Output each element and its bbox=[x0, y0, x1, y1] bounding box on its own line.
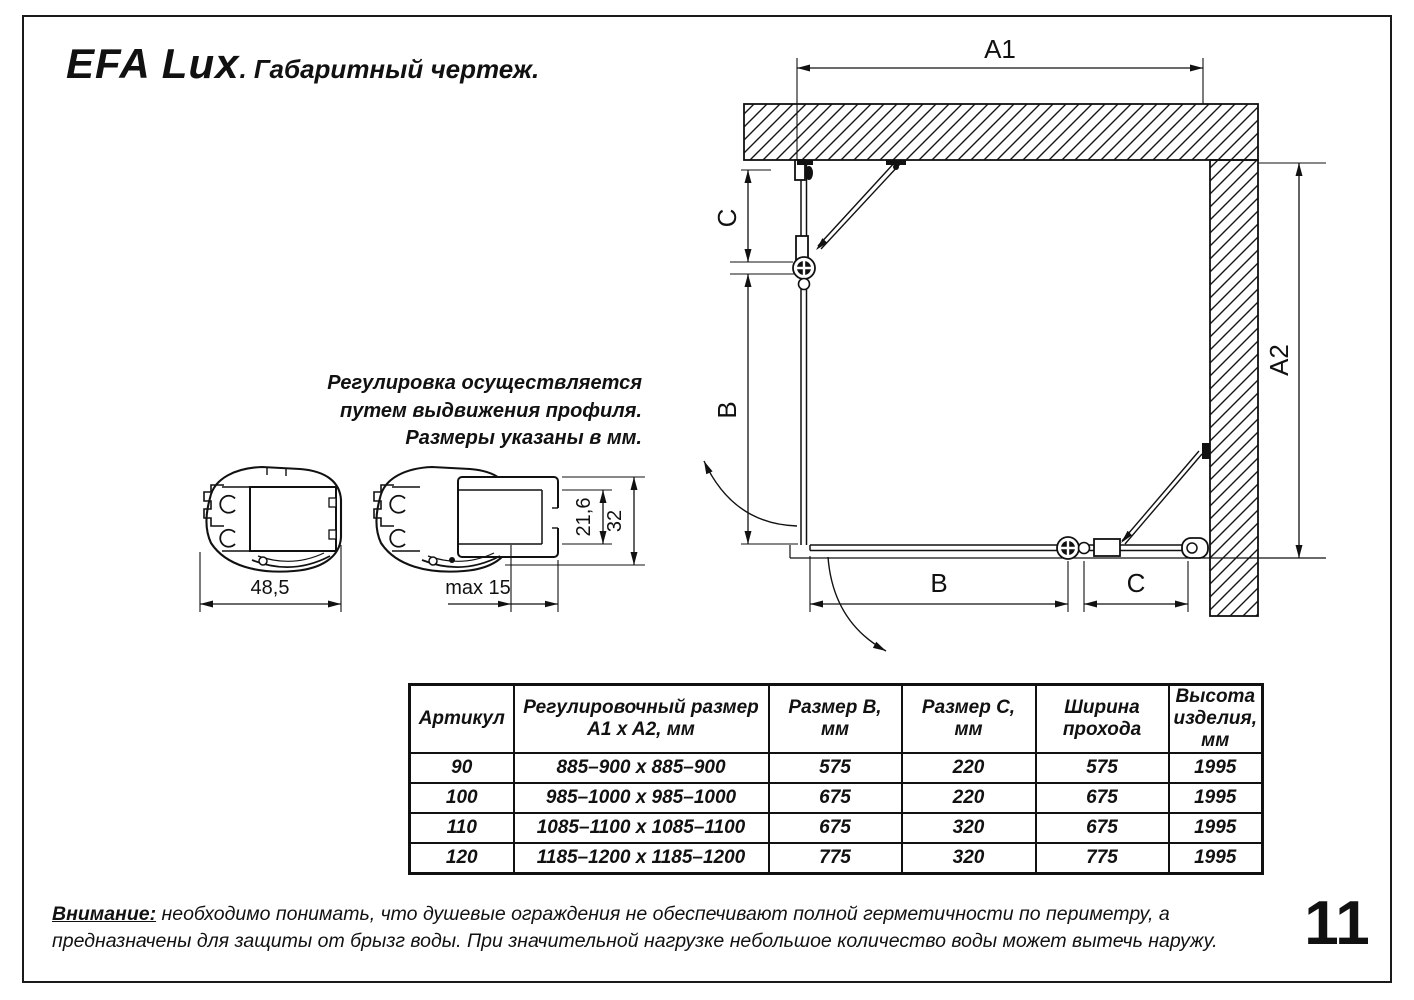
dim-c-left-label: C bbox=[712, 208, 742, 228]
dim-b-bottom-label: B bbox=[930, 568, 948, 598]
table-cell: 320 bbox=[902, 813, 1036, 843]
table-cell: 775 bbox=[769, 843, 902, 874]
table-cell: 1995 bbox=[1169, 783, 1263, 813]
top-wall-hatched bbox=[744, 104, 1258, 160]
table-cell: 1085–1100 x 1085–1100 bbox=[514, 813, 769, 843]
table-row bbox=[410, 843, 1263, 874]
product-name: EFA Lux bbox=[66, 40, 240, 87]
table-cell: 1995 bbox=[1169, 753, 1263, 783]
table-cell: 220 bbox=[902, 783, 1036, 813]
page-subtitle: . Габаритный чертеж. bbox=[239, 54, 540, 84]
profile-section-right bbox=[374, 467, 645, 612]
table-row bbox=[410, 753, 1263, 783]
table-cell: 1995 bbox=[1169, 843, 1263, 874]
dim-b-left-label: B bbox=[712, 401, 742, 419]
table-row bbox=[410, 813, 1263, 843]
warning-label: Внимание: bbox=[52, 903, 157, 925]
column-header-height: Высота изделия, мм bbox=[1169, 685, 1263, 753]
right-wall-hatched bbox=[1210, 160, 1258, 616]
table-row bbox=[410, 783, 1263, 813]
column-header-size-b: Размер B, мм bbox=[769, 685, 902, 753]
table-cell: 675 bbox=[769, 783, 902, 813]
sliding-insert bbox=[458, 477, 558, 557]
table-cell: 985–1000 x 985–1000 bbox=[514, 783, 769, 813]
table-cell: 775 bbox=[1036, 843, 1169, 874]
dimension-c-bottom bbox=[1084, 561, 1188, 612]
table-cell: 675 bbox=[1036, 813, 1169, 843]
table-cell: 675 bbox=[1036, 783, 1169, 813]
strut-bracket bbox=[1094, 539, 1120, 556]
dimension-b-left bbox=[712, 274, 798, 544]
dim-485-label: 48,5 bbox=[250, 577, 290, 599]
table-cell: 675 bbox=[769, 813, 902, 843]
left-glass-panel bbox=[730, 160, 815, 545]
support-strut-bottom bbox=[1121, 443, 1210, 544]
door-swing-arc-left bbox=[704, 461, 797, 526]
table-cell: 100 bbox=[410, 783, 514, 813]
table-cell: 220 bbox=[902, 753, 1036, 783]
size-spec-table bbox=[408, 683, 1264, 875]
note-line: Размеры указаны в мм. bbox=[405, 427, 642, 450]
column-header-pass-width: Ширина прохода bbox=[1036, 685, 1169, 753]
table-cell: 110 bbox=[410, 813, 514, 843]
note-line: Регулировка осуществляется bbox=[327, 372, 642, 394]
warning-note bbox=[52, 901, 1227, 956]
dim-max15-label: max 15 bbox=[445, 577, 511, 599]
table-cell: 120 bbox=[410, 843, 514, 874]
table-cell: 575 bbox=[1036, 753, 1169, 783]
dim-c-bottom-label: C bbox=[1126, 568, 1146, 598]
column-header-size-c: Размер C, мм bbox=[902, 685, 1036, 753]
table-cell: 90 bbox=[410, 753, 514, 783]
column-header-articul: Артикул bbox=[410, 685, 514, 753]
table-cell: 320 bbox=[902, 843, 1036, 874]
table-cell: 1995 bbox=[1169, 813, 1263, 843]
dimension-b-bottom bbox=[810, 556, 1068, 612]
profile-section-left bbox=[200, 467, 341, 612]
dimension-c-left bbox=[712, 170, 771, 262]
warning-text: необходимо понимать, что душевые ограждения не обеспечивают полной герметичности по периметру, а предназначены для защиты от брызг воды. При значительной нагрузке небольшое количество воды может вытечь наружу. bbox=[52, 903, 1218, 953]
dim-a1-label: A1 bbox=[984, 34, 1016, 64]
table-cell: 885–900 x 885–900 bbox=[514, 753, 769, 783]
table-cell: 575 bbox=[769, 753, 902, 783]
note-line: путем выдвижения профиля. bbox=[340, 399, 642, 422]
column-header-adjust-size: Регулировочный размер A1 x A2, мм bbox=[514, 685, 769, 753]
dim-32-label: 32 bbox=[604, 509, 626, 533]
support-strut-top bbox=[816, 160, 906, 250]
table-header-row bbox=[410, 685, 1263, 753]
dimension-a2 bbox=[1258, 163, 1326, 558]
table-cell: 1185–1200 x 1185–1200 bbox=[514, 843, 769, 874]
plan-view bbox=[704, 34, 1326, 651]
dim-a2-label: A2 bbox=[1264, 344, 1294, 376]
page-number: 11 bbox=[1304, 889, 1370, 958]
dim-216-label: 21,6 bbox=[573, 497, 595, 537]
